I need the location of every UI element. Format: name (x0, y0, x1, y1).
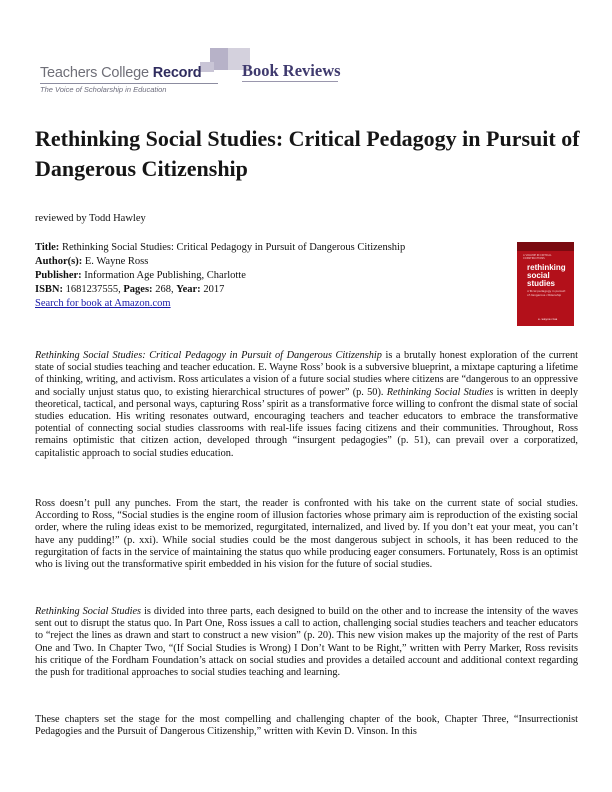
cover-title-text: rethinking social studies (527, 263, 566, 288)
reviewer-line: reviewed by Todd Hawley (35, 213, 146, 224)
journal-tagline: The Voice of Scholarship in Education (40, 85, 167, 94)
meta-authors-row: Author(s): E. Wayne Ross (35, 256, 149, 267)
body-paragraph-1: Rethinking Social Studies: Critical Pedagogy in Pursuit of Dangerous Citizenship is a brutally honest exploration of the current state of social studies teaching and teacher education. E. Wayne Ross’ book is a subversive blueprint, a mixtape capturing a lifetime of thinking, writing, and activism. Ross articulates a vision of a future social studies where citizens are “dangerous to an oppressive and socially unjust status quo, to existing hierarchical structures of power” (p. 50). Rethinking Social Studies is written in deeply theoretical, tactical, and personal ways, capturing Ross’ spirit as a transformative force willing to confront the dismal state of social studies education. His writing resonates outward, encouraging teachers and teacher educators to embrace the transformative potential of connecting social studies classrooms with real-life issues facing citizens and their communities. Throughout, Ross remains optimistic that citizen action, developed through “insurgent pedagogies” (p. 51), can prevail over a corporatized, capitalistic approach to social studies education. (35, 350, 578, 459)
body-paragraph-4: These chapters set the stage for the most compelling and challenging chapter of the book, Chapter Three, “Insurrectionist Pedagogies and the Pursuit of Dangerous Citizenship,” written with Kevin D. Vinson. In this (35, 714, 578, 738)
amazon-search-link[interactable]: Search for book at Amazon.com (35, 298, 171, 309)
meta-title-row: Title: Rethinking Social Studies: Critical Pedagogy in Pursuit of Dangerous Citizenship (35, 242, 406, 253)
section-underline (242, 81, 338, 82)
book-cover-image (517, 242, 574, 326)
cover-subtitle-text: critical pedagogy in pursuit of dangerous citizenship (527, 289, 566, 297)
book-metadata (35, 241, 495, 311)
cover-author-text: e. wayne ross (538, 317, 558, 321)
logo-divider (40, 83, 218, 84)
meta-publisher-row: Publisher: Information Age Publishing, Charlotte (35, 270, 246, 281)
body-paragraph-2: Ross doesn’t pull any punches. From the start, the reader is confronted with his take on the current state of social studies. According to Ross, “Social studies is the engine room of illusion factories whose primary aim is reproduction of the existing social order, where the ruling ideas exist to be memorized, regurgitated, internalized, and lived by. If you don’t eat your meat, you can’t have any pudding!” (p. xxi). While social studies could be the most dangerous subject in schools, it has been reduced to the regurgitation of facts in the service of maintaining the status quo while producing eager consumers. Fortunately, Ross is an optimist who is living out the transformative spirit embedded in his vision for the future of social studies. (35, 498, 578, 571)
journal-name: Teachers College Record (40, 65, 202, 81)
article-title: Rethinking Social Studies: Critical Pedagogy in Pursuit of Dangerous Citizenship (35, 126, 580, 181)
section-label: Book Reviews (242, 61, 341, 80)
logo-square-shape (200, 62, 214, 72)
cover-series-text: A VOLUME IN CRITICAL CONSTRUCTIONS (523, 254, 552, 260)
meta-isbn-row: ISBN: 1681237555, Pages: 268, Year: 2017 (35, 284, 225, 295)
body-paragraph-3: Rethinking Social Studies is divided into three parts, each designed to build on the other and to increase the intensity of the waves sent out to disrupt the status quo. In Part One, Ross issues a call to action, challenging social studies teachers and teacher educators to “reject the lines as drawn and start to construct a new vision” (p. 20). This new vision makes up the majority of the rest of Parts One and Two. In Chapter Two, “(If Social Studies is Wrong) I Don’t Want to be Right,” written with Perry Marker, Ross revisits his critique of the Fordham Foundation’s attack on social studies and provides a detailed account and additional context regarding the push for traditional approaches to social studies teaching and learning. (35, 606, 578, 679)
